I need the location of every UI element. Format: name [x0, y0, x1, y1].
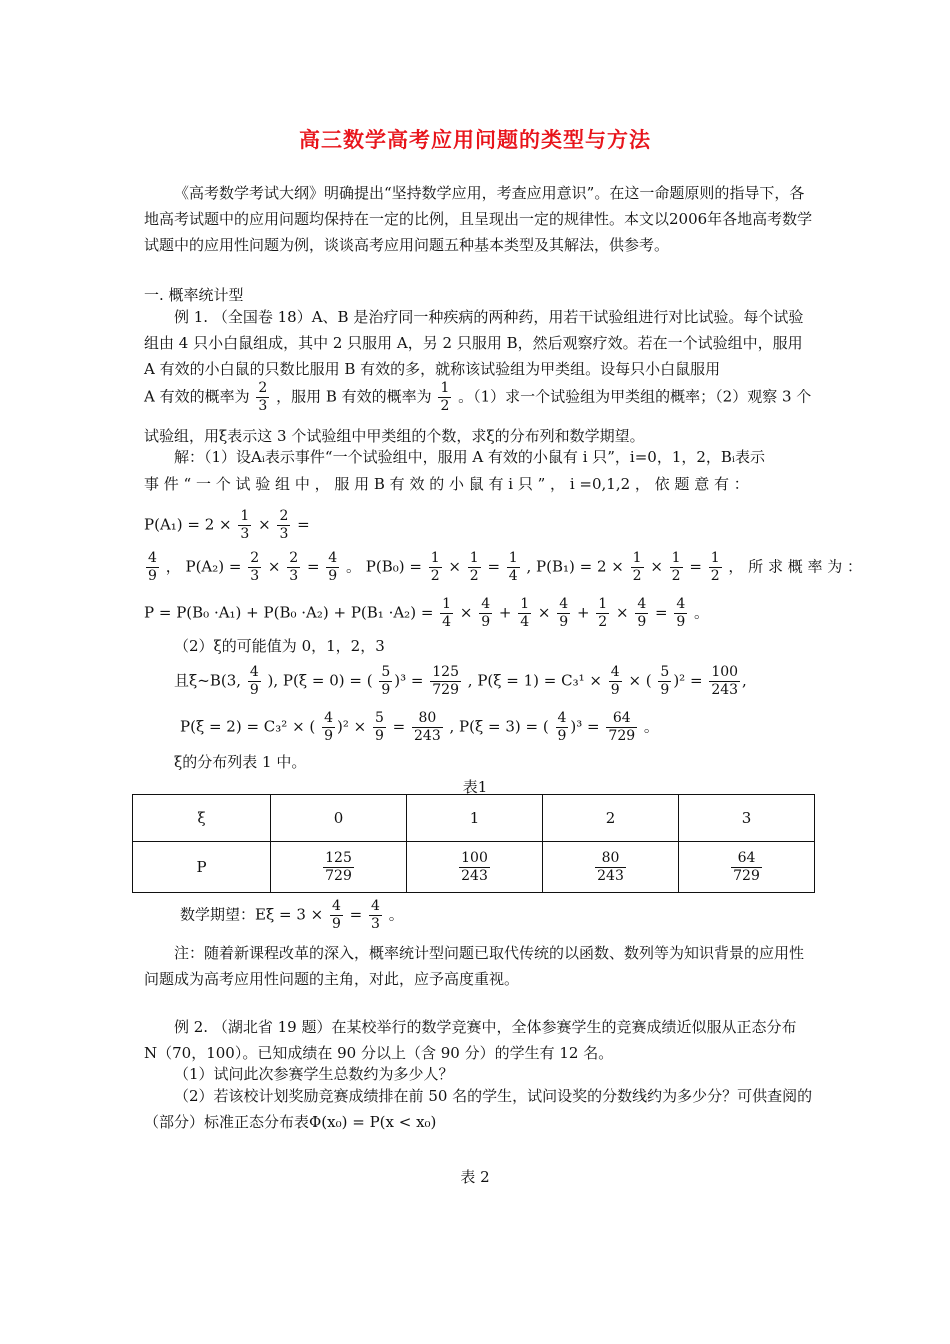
- numerator: 125: [432, 664, 459, 680]
- fraction: [429, 550, 442, 585]
- numerator: 5: [374, 710, 384, 726]
- denominator: 2: [671, 568, 681, 584]
- numerator: 2: [289, 550, 299, 566]
- text-run: 。 P(B₀) =: [346, 557, 422, 576]
- text-run: 。（1）求一个试验组为甲类组的概率；（2）观察 3 个: [458, 387, 812, 406]
- numerator: 100: [461, 849, 488, 866]
- equation-pa1: P(A₁) = 2 × $\frac{1}{3}$ × $\frac{2}{3}$ =: [144, 508, 310, 542]
- numerator: 4: [148, 550, 157, 566]
- denominator: 4: [442, 614, 452, 630]
- fraction: [440, 596, 453, 631]
- fraction: [146, 550, 159, 585]
- denominator: 2: [710, 568, 720, 584]
- fraction: [631, 550, 644, 585]
- denominator: 9: [610, 682, 620, 698]
- fraction: [557, 596, 570, 631]
- numerator: 100: [711, 664, 739, 680]
- example1-question: 试验组，用ξ表示这 3 个试验组中甲类组的个数，求ξ的分布列和数学期望。: [144, 427, 645, 445]
- numerator: 80: [412, 710, 443, 728]
- denominator: 729: [608, 728, 636, 744]
- fraction: [606, 710, 637, 745]
- fraction: [248, 550, 261, 585]
- fraction: [412, 710, 443, 745]
- equation-pa2-pb: $\frac{4}{9}$ ， P(A₂) = $\frac{2}{3}$ × $\frac{2}{3}$ = $\frac{4}{9}$ 。 P(B₀) = $\frac{1}{2}$ × $\frac{1}{2}$ = $\frac{1}{4}$ , P(B₁) = 2 × $\frac{1}{2}$ × $\frac{1}{2}$ = $\frac{1}{2}$ ， 所 求 概 率 为 ：: [148, 550, 863, 584]
- example2-question2: （2）若该校计划奖励竞赛成绩排在前 50 名的学生，试问设奖的分数线约为多少分？可供查阅的（部分）标准正态分布表Φ(x₀) = P(x < x₀): [144, 1087, 813, 1131]
- fraction: [670, 550, 683, 585]
- denominator: 729: [325, 867, 352, 884]
- table2-caption: 表 2: [460, 1168, 490, 1186]
- numerator: 1: [430, 550, 440, 566]
- denominator: 9: [559, 614, 569, 630]
- numerator: 80: [595, 850, 626, 868]
- fraction: [507, 550, 520, 585]
- table-cell: [407, 842, 543, 893]
- numerator: 1: [520, 596, 530, 612]
- table-row: [133, 842, 815, 893]
- denominator: 2: [440, 398, 450, 414]
- fraction: [635, 596, 648, 631]
- numerator: 1: [598, 596, 608, 612]
- denominator: 9: [481, 614, 491, 630]
- denominator: 4: [508, 568, 518, 584]
- numerator: 2: [250, 550, 260, 566]
- fraction: [379, 664, 392, 699]
- fraction: [556, 710, 569, 745]
- numerator: 4: [637, 596, 647, 612]
- fraction: [595, 850, 626, 885]
- text-run: , P(ξ = 3) = (: [449, 717, 549, 736]
- example1-text: 例 1. （全国卷 18）A、B 是治疗同一种疾病的两种药，用若干试验组进行对比试验。每个试验组由 4 只小白鼠组成，其中 2 只服用 A，另 2 只服用 B，然后观察疗效。若在一个试验组中，服用 A 有效的小白鼠的只数比服用 B 有效的多，就称该试验组为甲类组。设每只小白鼠服用: [144, 308, 804, 378]
- fraction: [459, 850, 490, 885]
- equation-binomial: 且ξ~B(3, $\frac{4}{9}$ ), P(ξ = 0) = ( $\frac{5}{9}$ )³ = $\frac{125}{729}$ , P(ξ = 1) = C₃¹ × $\frac{4}{9}$ × ( $\frac{5}{9}$ )² = $\frac{100}{243}$ ,: [174, 664, 747, 698]
- numerator: 4: [328, 550, 338, 566]
- table-cell: 0: [271, 795, 407, 842]
- fraction: [323, 850, 354, 885]
- numerator: 4: [481, 596, 491, 612]
- fraction: [674, 596, 687, 631]
- denominator: 2: [469, 568, 479, 584]
- text-run: P = P(B₀ ·A₁) + P(B₀ ·A₂) + P(B₁ ·A₂) =: [144, 603, 434, 622]
- fraction: [373, 710, 386, 745]
- example1-line-probabilities: [144, 380, 811, 415]
- denominator: 3: [240, 526, 250, 542]
- denominator: 3: [371, 916, 380, 932]
- table-cell: P: [133, 842, 271, 893]
- numerator: 1: [508, 550, 518, 566]
- numerator: 4: [557, 710, 567, 726]
- text-run: ， P(A₂) =: [165, 557, 242, 576]
- note-paragraph: 注：随着新课程改革的深入，概率统计型问题已取代传统的以函数、数列等为知识背景的应用性问题成为高考应用性问题的主角，对此，应予高度重视。: [144, 944, 805, 988]
- fraction: [518, 596, 531, 631]
- text-run: ， 所 求 概 率 为 ：: [728, 557, 863, 576]
- fraction: [430, 664, 461, 699]
- numerator: 1: [440, 380, 450, 396]
- solution-line-1: 解：（1）设Aᵢ表示事件“一个试验组中，服用 A 有效的小鼠有 i 只”，i=0，1，2，Bᵢ表示: [174, 448, 765, 466]
- table-cell: [271, 842, 407, 893]
- denominator: 729: [432, 682, 459, 698]
- numerator: 4: [610, 664, 620, 680]
- numerator: 64: [731, 850, 762, 868]
- numerator: 125: [325, 849, 352, 866]
- denominator: 9: [324, 728, 333, 744]
- intro-paragraph: 《高考数学考试大纲》明确提出“坚持数学应用，考查应用意识”。在这一命题原则的指导下，各地高考试题中的应用问题均保持在一定的比例，且呈现出一定的规律性。本文以2006年各地高考数学试题中的应用性问题为例，谈谈高考应用问题五种基本类型及其解法，供参考。: [144, 184, 813, 254]
- fraction: [438, 380, 451, 415]
- text-run: 数学期望：Eξ = 3 ×: [180, 905, 324, 924]
- text-run: , P(B₁) = 2 ×: [526, 557, 624, 576]
- denominator: 9: [637, 614, 647, 630]
- text-run: , P(ξ = 1) = C₃¹ ×: [467, 671, 602, 690]
- numerator: 4: [324, 710, 333, 726]
- fraction: [479, 596, 492, 631]
- denominator: 2: [430, 568, 440, 584]
- numerator: 4: [676, 596, 686, 612]
- table-cell: 3: [679, 795, 815, 842]
- denominator: 243: [597, 867, 624, 884]
- fraction: [658, 664, 671, 699]
- table-cell: [543, 842, 679, 893]
- fraction: [330, 898, 343, 933]
- fraction: [731, 850, 762, 885]
- numerator: 2: [279, 508, 289, 524]
- fraction: [248, 664, 261, 699]
- equation-total-p: P = P(B₀ ·A₁) + P(B₀ ·A₂) + P(B₁ ·A₂) = $\frac{1}{4}$ × $\frac{4}{9}$ + $\frac{1}{4}$ × $\frac{4}{9}$ + $\frac{1}{2}$ × $\frac{4}{9}$ = $\frac{4}{9}$ 。: [144, 596, 710, 630]
- numerator: 4: [371, 898, 380, 914]
- fraction: [709, 550, 722, 585]
- denominator: 9: [557, 728, 567, 744]
- example2-text: 例 2. （湖北省 19 题）在某校举行的数学竞赛中，全体参赛学生的竞赛成绩近似服从正态分布 N（70，100）。已知成绩在 90 分以上（含 90 分）的学生有 12 名。: [144, 1018, 797, 1062]
- text-run: A 有效的概率为: [144, 387, 250, 406]
- denominator: 2: [598, 614, 608, 630]
- fraction: [322, 710, 335, 745]
- solution-line-2: 事 件 “ 一 个 试 验 组 中 ， 服 用 B 有 效 的 小 鼠 有 i 只 ” ， i =0,1,2 ， 依 题 意 有 ：: [144, 475, 749, 493]
- expectation-line: 数学期望：Eξ = 3 × $\frac{4}{9}$ = $\frac{4}{3}$ 。: [180, 898, 404, 932]
- fraction: [277, 508, 290, 543]
- table-row: [133, 795, 815, 842]
- denominator: 3: [250, 568, 260, 584]
- numerator: 4: [331, 898, 341, 914]
- numerator: 1: [671, 550, 681, 566]
- numerator: 1: [632, 550, 642, 566]
- denominator: 243: [414, 728, 441, 744]
- section-heading: 一. 概率统计型: [144, 286, 244, 304]
- solution-part2: （2）ξ的可能值为 0，1，2，3: [174, 637, 385, 655]
- distribution-text: ξ的分布列表 1 中。: [174, 753, 307, 771]
- table-cell: 1: [407, 795, 543, 842]
- numerator: 64: [606, 710, 637, 728]
- fraction: [709, 664, 740, 699]
- distribution-table: [132, 794, 815, 893]
- text-run: ，服用 B 有效的概率为: [276, 387, 432, 406]
- denominator: 243: [711, 682, 739, 698]
- table-cell: [679, 842, 815, 893]
- equation-xi23: P(ξ = 2) = C₃² × ( $\frac{4}{9}$ )² × $\frac{5}{9}$ = $\frac{80}{243}$ , P(ξ = 3) = ( $\frac{4}{9}$ )³ = $\frac{64}{729}$ 。: [180, 710, 659, 744]
- example2-question1: （1）试问此次参赛学生总数约为多少人？: [174, 1065, 454, 1083]
- denominator: 9: [249, 682, 259, 698]
- table1-caption: 表1: [462, 778, 488, 796]
- numerator: 1: [469, 550, 479, 566]
- fraction: [287, 550, 300, 585]
- denominator: 3: [289, 568, 299, 584]
- denominator: 9: [331, 916, 341, 932]
- fraction: [468, 550, 481, 585]
- table-cell: ξ: [133, 795, 271, 842]
- fraction: [256, 380, 269, 415]
- denominator: 9: [374, 728, 384, 744]
- fraction: [369, 898, 382, 933]
- text-run: 且ξ~B(3,: [174, 671, 242, 690]
- page-title: 高三数学高考应用问题的类型与方法: [299, 127, 651, 152]
- numerator: 4: [559, 596, 569, 612]
- text-run: ), P(ξ = 0) = (: [267, 671, 373, 690]
- denominator: 2: [632, 568, 642, 584]
- numerator: 5: [381, 664, 391, 680]
- denominator: 3: [258, 398, 268, 414]
- denominator: 9: [660, 682, 670, 698]
- table-cell: 2: [543, 795, 679, 842]
- denominator: 4: [520, 614, 530, 630]
- numerator: 5: [660, 664, 670, 680]
- fraction: [326, 550, 339, 585]
- denominator: 9: [328, 568, 338, 584]
- denominator: 729: [733, 867, 760, 884]
- fraction: [238, 508, 251, 543]
- denominator: 9: [381, 682, 391, 698]
- fraction: [596, 596, 609, 631]
- numerator: 1: [442, 596, 452, 612]
- numerator: 4: [249, 664, 259, 680]
- text-run: P(A₁) = 2 ×: [144, 515, 232, 534]
- fraction: [609, 664, 622, 699]
- text-run: P(ξ = 2) = C₃² × (: [180, 717, 316, 736]
- denominator: 9: [676, 614, 686, 630]
- denominator: 243: [461, 867, 488, 884]
- denominator: 9: [148, 568, 157, 584]
- numerator: 1: [240, 508, 250, 524]
- denominator: 3: [279, 526, 289, 542]
- numerator: 1: [710, 550, 720, 566]
- numerator: 2: [258, 380, 268, 396]
